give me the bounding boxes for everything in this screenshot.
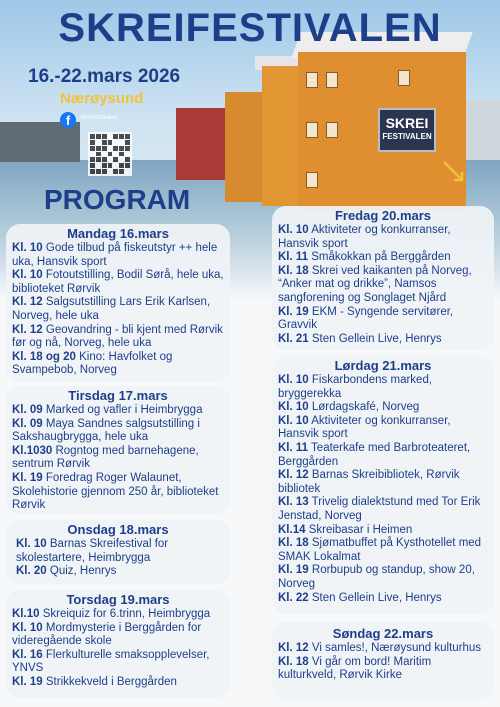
event-time: Kl. 10	[12, 242, 43, 254]
event-text: Gode tilbud på fiskeutstyr ++ hele uka, Hansvik sport	[12, 242, 218, 268]
sign-line-2: FESTIVALEN	[382, 132, 432, 141]
facebook-icon[interactable]: f	[60, 112, 76, 128]
event-item	[12, 418, 224, 445]
day-card-monday	[6, 224, 230, 382]
event-text: Strikkekveld i Berggården	[42, 675, 177, 688]
event-item	[12, 269, 224, 296]
event-item	[12, 324, 224, 351]
event-time: Kl. 20	[16, 565, 47, 578]
event-time: Kl. 10	[278, 374, 309, 386]
orange-warehouse-middle	[262, 66, 302, 206]
event-time: Kl. 19	[278, 564, 309, 577]
sign-line-1: SKREI	[385, 115, 429, 131]
event-list	[12, 404, 224, 513]
festival-dates: 16.-22.mars 2026	[28, 66, 181, 87]
orange-warehouse-small	[225, 92, 265, 202]
day-title: Tirsdag 17.mars	[68, 388, 168, 403]
event-text: EKM - Syngende servitører, Gravvik	[278, 305, 454, 332]
event-list	[16, 538, 220, 579]
event-time: Kl. 18	[278, 537, 309, 550]
day-card-friday	[272, 206, 494, 350]
event-item	[12, 676, 224, 690]
event-text: Trivelig dialektstund med Tor Erik Jenstad, Norveg	[278, 496, 481, 522]
event-time: Kl. 12	[278, 469, 309, 482]
event-text: Vi samles!, Nærøysund kulturhus	[308, 642, 482, 654]
day-card-saturday	[272, 356, 494, 614]
event-item	[278, 224, 488, 251]
event-time: Kl.10	[12, 608, 40, 620]
event-text: Teaterkafe med Barbroteateret, Berggården	[278, 441, 471, 468]
event-item	[278, 333, 488, 347]
event-time: Kl. 12	[12, 323, 43, 336]
event-time: Kl. 13	[278, 496, 309, 509]
event-time: Kl.14	[278, 523, 306, 536]
event-time: Kl. 10	[278, 224, 309, 236]
event-time: Kl. 12	[278, 642, 309, 654]
event-item	[278, 251, 488, 265]
event-text: Skreibasar i Heimen	[305, 523, 413, 536]
event-time: Kl. 18	[278, 264, 309, 277]
event-item	[12, 296, 224, 323]
day-title: Onsdag 18.mars	[67, 522, 169, 537]
event-text: Kino: Havfolket og Svampebob, Norveg	[12, 350, 173, 377]
event-item	[278, 374, 488, 401]
day-card-wednesday	[6, 520, 230, 584]
festival-title: SKREIFESTIVALEN	[58, 6, 442, 50]
day-title: Torsdag 19.mars	[66, 592, 170, 607]
event-text: Rorbupub og standup, show 20, Norveg	[278, 564, 475, 590]
event-item	[278, 306, 488, 333]
event-item	[16, 538, 220, 565]
event-text: Aktiviteter og konkurranser, Hansvik sport	[278, 224, 451, 250]
event-text: Aktiviteter og konkurranser, Hansvik sport	[278, 414, 451, 441]
event-text: Foredrag Roger Walaunet, Skolehistorie gjennom 250 år, biblioteket Rørvik	[12, 471, 219, 512]
event-time: Kl. 22	[278, 591, 309, 604]
arrow-icon	[440, 158, 468, 186]
event-item	[278, 401, 488, 415]
day-card-sunday	[272, 622, 494, 700]
event-time: Kl. 10	[12, 621, 43, 634]
event-time: Kl. 19	[12, 675, 43, 688]
day-title: Mandag 16.mars	[67, 226, 169, 241]
event-item	[278, 564, 488, 591]
event-item	[278, 265, 488, 306]
event-list	[12, 242, 224, 378]
event-text: Flerkulturelle smaksopplevelser, YNVS	[12, 648, 210, 675]
event-text: Salgsutstilling Lars Erik Karlsen, Norveg, hele uka	[12, 296, 211, 322]
event-list	[278, 642, 488, 683]
event-time: Kl. 16	[12, 648, 43, 661]
event-item	[16, 565, 220, 579]
facebook-handle: skreifestivalen	[80, 115, 119, 121]
event-time: Kl. 09	[12, 417, 43, 430]
festival-place: Nærøysund	[60, 90, 144, 107]
event-item	[278, 656, 488, 683]
event-time: Kl. 10	[278, 401, 309, 414]
event-text: Skrei ved kaikanten på Norveg, “Anker mat og drikke”, Namsos sangforening og Songlaget Njård	[278, 264, 472, 304]
event-text: Quiz, Henrys	[46, 565, 117, 578]
event-text: Marked og vafler i Heimbrygga	[42, 404, 203, 416]
event-item	[278, 592, 488, 606]
event-text: Vi går om bord! Maritim kulturkveld, Rørvik Kirke	[278, 655, 432, 682]
event-text: Sten Gellein Live, Henrys	[308, 591, 442, 604]
event-time: Kl. 18 og 20	[12, 350, 76, 363]
distant-building	[460, 100, 500, 160]
event-text: Sjømatbuffet på Kysthotellet med SMAK Lokalmat	[278, 537, 482, 563]
event-item	[278, 442, 488, 469]
event-item	[12, 608, 224, 622]
day-title: Lørdag 21.mars	[334, 358, 432, 373]
event-text: Småkokkan på Berggården	[308, 251, 451, 264]
event-item	[278, 537, 488, 564]
event-list	[278, 224, 488, 346]
event-time: Kl. 12	[12, 296, 43, 309]
event-item	[12, 351, 224, 378]
event-text: Skreiquiz for 6.trinn, Heimbrygga	[39, 608, 211, 620]
day-title: Fredag 20.mars	[334, 208, 432, 223]
event-time: Kl. 19	[278, 305, 309, 318]
event-time: Kl. 10	[12, 269, 43, 282]
event-text: Barnas Skreifestival for skolestartere, Heimbrygga	[16, 538, 169, 564]
event-text: Fiskarbondens marked, bryggerekka	[278, 374, 433, 400]
event-item	[278, 642, 488, 656]
qr-code[interactable]	[88, 132, 132, 176]
event-item	[278, 415, 488, 442]
event-text: Fotoutstilling, Bodil Sørå, hele uka, biblioteket Rørvik	[12, 269, 224, 295]
event-time: Kl. 11	[278, 251, 309, 264]
event-text: Sten Gellein Live, Henrys	[308, 332, 442, 345]
event-list	[278, 374, 488, 605]
event-time: Kl. 21	[278, 332, 309, 345]
event-text: Barnas Skreibibliotek, Rørvik bibliotek	[278, 469, 460, 495]
day-card-thursday	[6, 590, 230, 698]
event-item	[12, 242, 224, 269]
event-time: Kl. 18	[278, 655, 309, 668]
event-time: Kl. 09	[12, 404, 43, 416]
event-text: Maya Sandnes salgsutstilling i Sakshaugbrygga, hele uka	[12, 417, 200, 444]
program-heading: PROGRAM	[44, 184, 191, 215]
event-time: Kl. 19	[12, 471, 43, 484]
event-time: Kl. 10	[16, 538, 47, 550]
event-text: Lørdagskafé, Norveg	[308, 401, 420, 414]
event-text: Mordmysterie i Berggården for videregående skole	[12, 621, 202, 648]
event-list	[12, 608, 224, 690]
event-item	[12, 445, 224, 472]
event-item	[278, 469, 488, 496]
shed-building	[0, 122, 80, 162]
event-item	[12, 622, 224, 649]
day-title: Søndag 22.mars	[332, 626, 434, 641]
event-item	[278, 524, 488, 538]
event-item	[278, 496, 488, 523]
festival-sign	[378, 108, 436, 152]
red-warehouse	[176, 108, 226, 180]
event-time: Kl.1030	[12, 444, 53, 457]
event-text: Geovandring - bli kjent med Rørvik før og nå, Norveg, hele uka	[12, 323, 223, 350]
day-card-tuesday	[6, 386, 230, 514]
event-time: Kl. 10	[278, 414, 309, 427]
event-item	[12, 404, 224, 418]
event-text: Rogntog med barnehagene, sentrum Rørvik	[12, 444, 199, 471]
event-item	[12, 472, 224, 513]
event-item	[12, 649, 224, 676]
event-time: Kl. 11	[278, 441, 309, 454]
